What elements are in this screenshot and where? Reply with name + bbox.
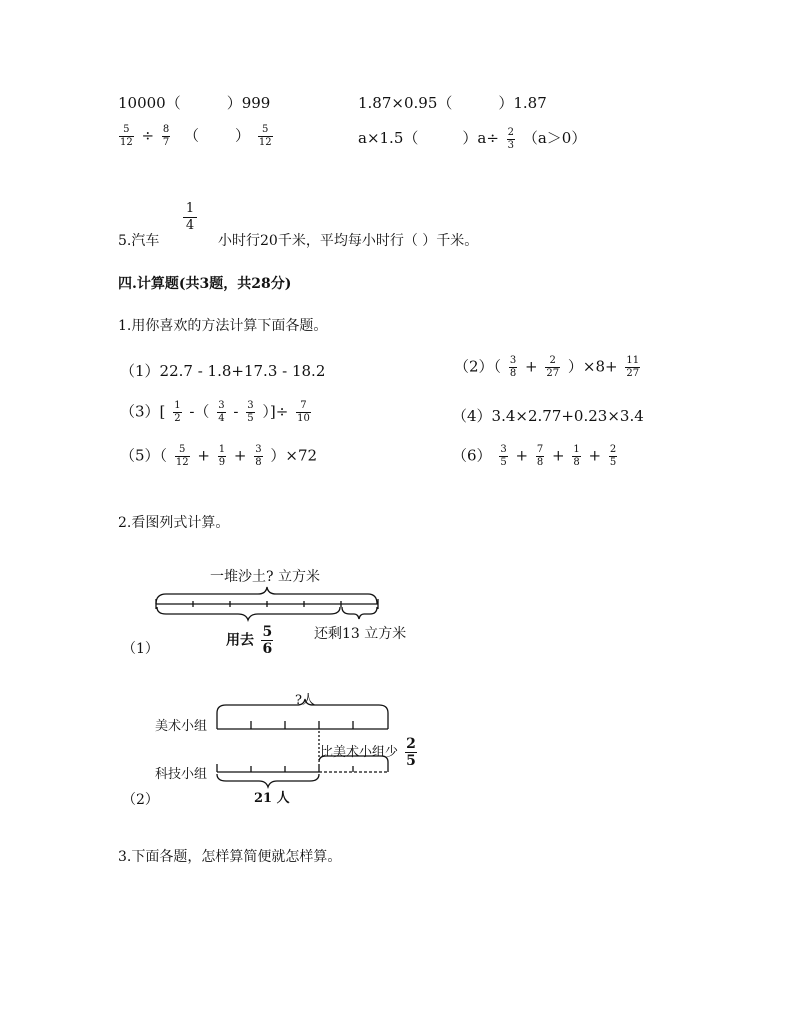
fraction: $\frac{11}{27}$ xyxy=(626,355,640,379)
d2-art-label: 美术小组 xyxy=(155,719,208,734)
q1-problem-1: （1）22.7 - 1.8+17.3 - 18.2 xyxy=(120,362,326,380)
fraction: $\frac{5}{6}$ xyxy=(262,624,273,657)
d1-left-brace xyxy=(342,607,377,619)
fraction: $\frac{5}{12}$ xyxy=(120,124,133,148)
fraction: $\frac{5}{12}$ xyxy=(175,444,189,468)
fraction: $\frac{8}{7}$ xyxy=(162,124,170,148)
q1-problem-4: （4）3.4×2.77+0.23×3.4 xyxy=(452,407,644,425)
fraction: $\frac{2}{5}$ xyxy=(609,444,617,468)
q5-prefix: 5.汽车 xyxy=(118,233,160,249)
q5-suffix: 小时行20千米，平均每小时行（ ）千米。 xyxy=(218,233,479,249)
q3-title: 3.下面各题，怎样算简便就怎样算。 xyxy=(118,849,342,865)
fraction: $\frac{1}{8}$ xyxy=(573,444,580,468)
fraction: $\frac{3}{5}$ xyxy=(500,444,507,468)
d2-sci-label: 科技小组 xyxy=(155,767,208,782)
q1-problem-5: （5）（ $\frac{5}{12}$ + $\frac{1}{9}$ + $\frac{3}{8}$ ）×72 xyxy=(120,444,318,468)
fraction: $\frac{3}{5}$ xyxy=(247,400,254,424)
d1-used-label: 用去 $\frac{5}{6}$ xyxy=(226,624,273,657)
d1-remaining-label: 还剩13 立方米 xyxy=(314,626,407,642)
fraction: $\frac{2}{3}$ xyxy=(507,126,515,151)
q1-problem-3: （3）[ $\frac{1}{2}$ -（ $\frac{3}{4}$ - $\frac{3}{5}$ ）]÷ $\frac{7}{10}$ xyxy=(120,400,310,424)
compare-row2-right: a×1.5（ ）a÷ $\frac{2}{3}$ （a＞0） xyxy=(358,126,587,151)
fraction: $\frac{7}{10}$ xyxy=(297,400,310,424)
d2-total-label: ?人 xyxy=(295,693,315,708)
d2-bottom-brace xyxy=(217,774,319,787)
fraction: $\frac{3}{8}$ xyxy=(509,355,517,379)
d2-count-label: 21 人 xyxy=(254,791,290,806)
q5-fraction: 1 4 xyxy=(183,201,197,234)
fraction: $\frac{5}{12}$ xyxy=(258,124,272,148)
q1-problem-6: （6） $\frac{3}{5}$ + $\frac{7}{8}$ + $\frac{1}{8}$ + $\frac{2}{5}$ xyxy=(452,444,617,468)
fraction: $\frac{1}{9}$ xyxy=(218,444,226,468)
compare-row1-right: 1.87×0.95（ ）1.87 xyxy=(358,94,547,112)
fraction: $\frac{2}{5}$ xyxy=(406,736,416,769)
q1-problem-2: （2）（ $\frac{3}{8}$ + $\frac{2}{27}$ ）×8+ $\frac{11}{27}$ xyxy=(454,355,640,379)
d1-number: （1） xyxy=(122,641,159,657)
fraction: $\frac{2}{27}$ xyxy=(546,355,560,379)
q2-title: 2.看图列式计算。 xyxy=(118,515,230,531)
compare-row1-left: 10000（ ）999 xyxy=(118,94,271,112)
section-heading: 四.计算题(共3题，共28分) xyxy=(118,276,292,292)
fraction: $\frac{1}{2}$ xyxy=(174,400,181,424)
d2-number: （2） xyxy=(122,792,159,808)
fraction: $\frac{3}{4}$ xyxy=(218,400,225,424)
d1-used-brace xyxy=(157,607,340,620)
fraction: $\frac{7}{8}$ xyxy=(536,444,544,468)
compare-row2-left: $\frac{5}{12}$ ÷ $\frac{8}{7}$ （ ） $\frac{5}{12}$ xyxy=(120,124,272,148)
q1-title: 1.用你喜欢的方法计算下面各题。 xyxy=(118,318,328,334)
fraction: $\frac{3}{8}$ xyxy=(255,444,262,468)
d2-less-label: 比美术小组少 $\frac{2}{5}$ xyxy=(320,736,416,769)
d1-total-label: 一堆沙土? 立方米 xyxy=(210,569,320,585)
